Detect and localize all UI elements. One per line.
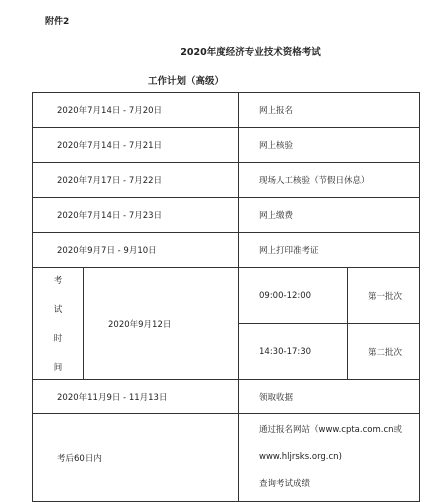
result-line: www.hljrsks.org.cn): [259, 452, 342, 462]
session-time-cell: 14:30-17:30: [239, 324, 348, 380]
task-cell: 网上缴费: [239, 198, 420, 233]
table-row: [33, 163, 420, 198]
table-row: [33, 268, 420, 324]
session-batch-cell: 第一批次: [348, 268, 420, 324]
date-cell: 2020年7月14日 - 7月23日: [33, 198, 239, 233]
result-line: 查询考试成绩: [259, 479, 311, 489]
task-cell: 现场人工核验（节假日休息）: [239, 163, 420, 198]
exam-label-char: 考: [53, 276, 63, 286]
result-detail-cell: [239, 414, 420, 502]
schedule-table: [32, 92, 420, 502]
table-row: [33, 414, 420, 502]
table-row: [33, 198, 420, 233]
date-cell: 2020年7月14日 - 7月21日: [33, 128, 239, 163]
exam-label-char: 时: [53, 334, 63, 344]
date-cell: 2020年9月7日 - 9月10日: [33, 233, 239, 268]
exam-date-cell: 2020年9月12日: [84, 268, 239, 380]
session-time-cell: 09:00-12:00: [239, 268, 348, 324]
task-cell: 网上核验: [239, 128, 420, 163]
table-row: [33, 380, 420, 414]
page-title: 2020年度经济专业技术资格考试: [180, 47, 321, 58]
exam-label-char: 试: [53, 305, 63, 315]
date-cell: 2020年11月9日 - 11月13日: [33, 380, 239, 414]
result-line: 通过报名网站（www.cpta.com.cn或: [259, 425, 403, 435]
table-row: [33, 93, 420, 128]
exam-time-label: [33, 268, 84, 380]
date-cell: 2020年7月17日 - 7月22日: [33, 163, 239, 198]
result-period-cell: 考后60日内: [33, 414, 239, 502]
task-cell: 领取收据: [239, 380, 420, 414]
attachment-label: 附件2: [45, 17, 70, 27]
task-cell: 网上报名: [239, 93, 420, 128]
page-subtitle: 工作计划（高级）: [148, 76, 225, 87]
task-cell: 网上打印准考证: [239, 233, 420, 268]
table-row: [33, 128, 420, 163]
session-batch-cell: 第二批次: [348, 324, 420, 380]
date-cell: 2020年7月14日 - 7月20日: [33, 93, 239, 128]
table-row: [33, 233, 420, 268]
exam-label-char: 间: [53, 363, 63, 373]
